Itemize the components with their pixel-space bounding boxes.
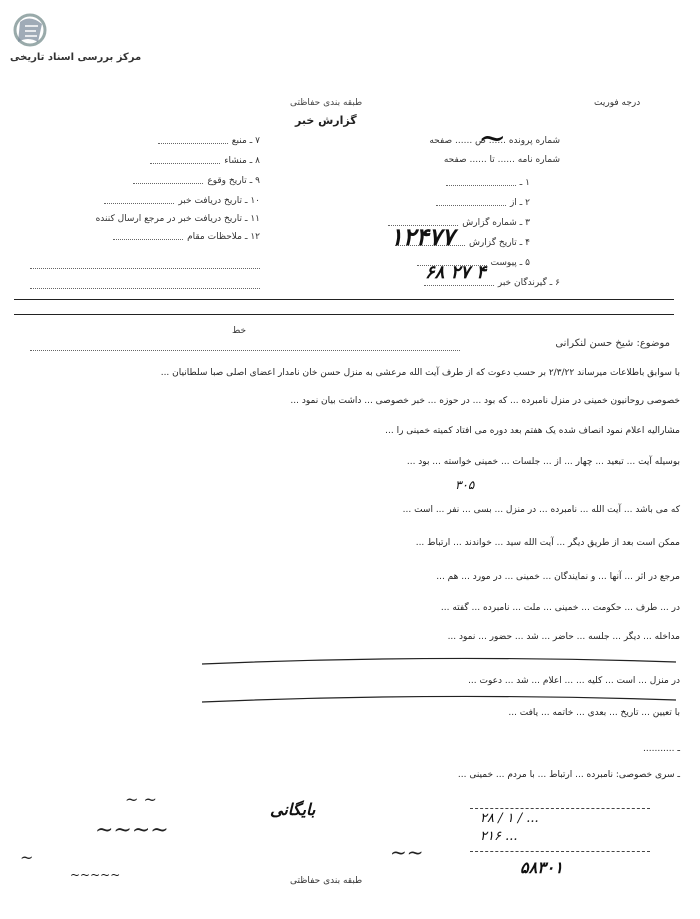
report-title: گزارش خبر [295, 114, 357, 127]
registry-number-2: ۲۱۶ ... [480, 829, 518, 844]
subject-side-note: خط [232, 326, 247, 336]
field-10-receipt-date: ۱۰ ـ تاریخ دریافت خبر [100, 196, 260, 206]
registry-box [470, 808, 650, 852]
body-line-9: مداخله ... دیگر ... جلسه ... حاضر ... شد ... حضور ... نمود ... [447, 632, 680, 642]
subject-value: شیخ حسن لنکرانی [555, 338, 634, 349]
body-line-8: در ... طرف ... حکومت ... خمینی ... ملت ... نامبرده ... گفته ... [440, 603, 680, 613]
document-number: ۵۸۳۰۱ [520, 858, 563, 877]
signature-main: ~~~~ [95, 818, 169, 843]
body-line-3: مشارالیه اعلام نمود انصاف شده یک هفتم بعد دوره می افتاد کمیته خمینی را ... [385, 426, 680, 436]
signature-initials: ~ [20, 848, 34, 867]
dotted-line [30, 344, 460, 351]
handwritten-page-mark: ۳۰۵ [455, 478, 475, 492]
signature-bottom-line: ~~~~~ [70, 868, 121, 882]
handwritten-scrawl: ~ [478, 118, 507, 158]
handwritten-underline [200, 650, 680, 710]
body-line-5: که می باشد ... آیت الله ... نامبرده ... در منزل ... بسی ... نفر ... است ... [402, 505, 680, 515]
subject-label: موضوع [639, 338, 670, 349]
subject-line: موضوع: شیخ حسن لنکرانی [555, 338, 670, 349]
field-3-report-number: ۳ ـ شماره گزارش [384, 218, 530, 228]
dotted-line [30, 262, 260, 269]
handwritten-second-number: ۶۸ ۲۷ ۴ [425, 262, 486, 283]
footer-classification: طبقه بندی حفاظتی [290, 876, 363, 886]
body-line-6: ممکن است بعد از طریق دیگر ... آیت الله سید ... خواندند ... ارتباط ... [415, 538, 680, 548]
body-line-4: بوسیله آیت ... تبعید ... چهار ... از ... جلسات ... خمینی خواسته ... بود ... [406, 457, 680, 467]
field-11-sender-receipt-date: ۱۱ ـ تاریخ دریافت خبر در مرجع ارسال کننده [95, 214, 260, 224]
field-12-notes: ۱۲ ـ ملاحظات مقام [109, 232, 260, 242]
bullet-2: ـ سری خصوصی: نامبرده ... ارتباط ... با مردم ... خمینی ... [457, 770, 680, 780]
field-1: ۱ ـ [442, 178, 530, 188]
registry-number-1: ۲۸ / ۱ / ... [480, 811, 539, 826]
divider-line [14, 314, 674, 315]
signature-mark-top: ~ ~ [125, 790, 157, 809]
field-5-attachment: ۵ ـ پیوست [413, 258, 530, 268]
dotted-line [30, 282, 260, 289]
field-2-from: ۲ ـ از [432, 198, 530, 208]
field-file-number: شماره پرونده ...... ص ...... صفحه [429, 136, 560, 146]
body-line-11: با تعیین ... تاریخ ... بعدی ... خاتمه ... یافت ... [508, 708, 680, 718]
body-line-7: مرجع در اثر ... آنها ... و نمایندگان ... خمینی ... در مورد ... هم ... [436, 572, 680, 582]
bullet-1: ـ ........... [643, 744, 680, 754]
divider-line [14, 299, 674, 300]
classification-label: طبقه بندی حفاظتی [290, 98, 363, 108]
logo-caption: مرکز بررسی اسناد تاریخی [10, 52, 142, 63]
handwritten-number: ۱۲۴۷۷ [390, 222, 455, 251]
field-7-source: ۷ ـ منبع [154, 136, 260, 146]
field-9-event-date: ۹ ـ تاریخ وقوع [129, 176, 260, 186]
field-letter-number: شماره نامه ...... تا ...... صفحه [443, 155, 560, 165]
field-6-recipients: ۶ ـ گیرندگان خبر [420, 278, 560, 288]
archive-label: بایگانی [270, 800, 316, 819]
signature-center: ~~ [390, 840, 424, 864]
field-8-origin: ۸ ـ منشاء [146, 156, 260, 166]
field-4-report-date: ۴ ـ تاریخ گزارش [391, 238, 530, 248]
body-line-2: خصوصی روحانیون خمینی در منزل نامبرده ... که بود ... در حوزه ... خبر خصوصی ... داشت بیان نمود ... [290, 396, 680, 406]
urgency-label: درجه فوریت [594, 98, 641, 108]
body-line-10: در منزل ... است ... کلیه ... ... اعلام ... شد ... دعوت ... [468, 676, 680, 686]
body-line-1: با سوابق باطلاعات میرساند ۲/۳/۲۲ بر حسب دعوت که از طرف آیت الله مرعشی به منزل حسن خان نامدار اعضای اصلی صبا سلطانیان ... [160, 368, 680, 378]
